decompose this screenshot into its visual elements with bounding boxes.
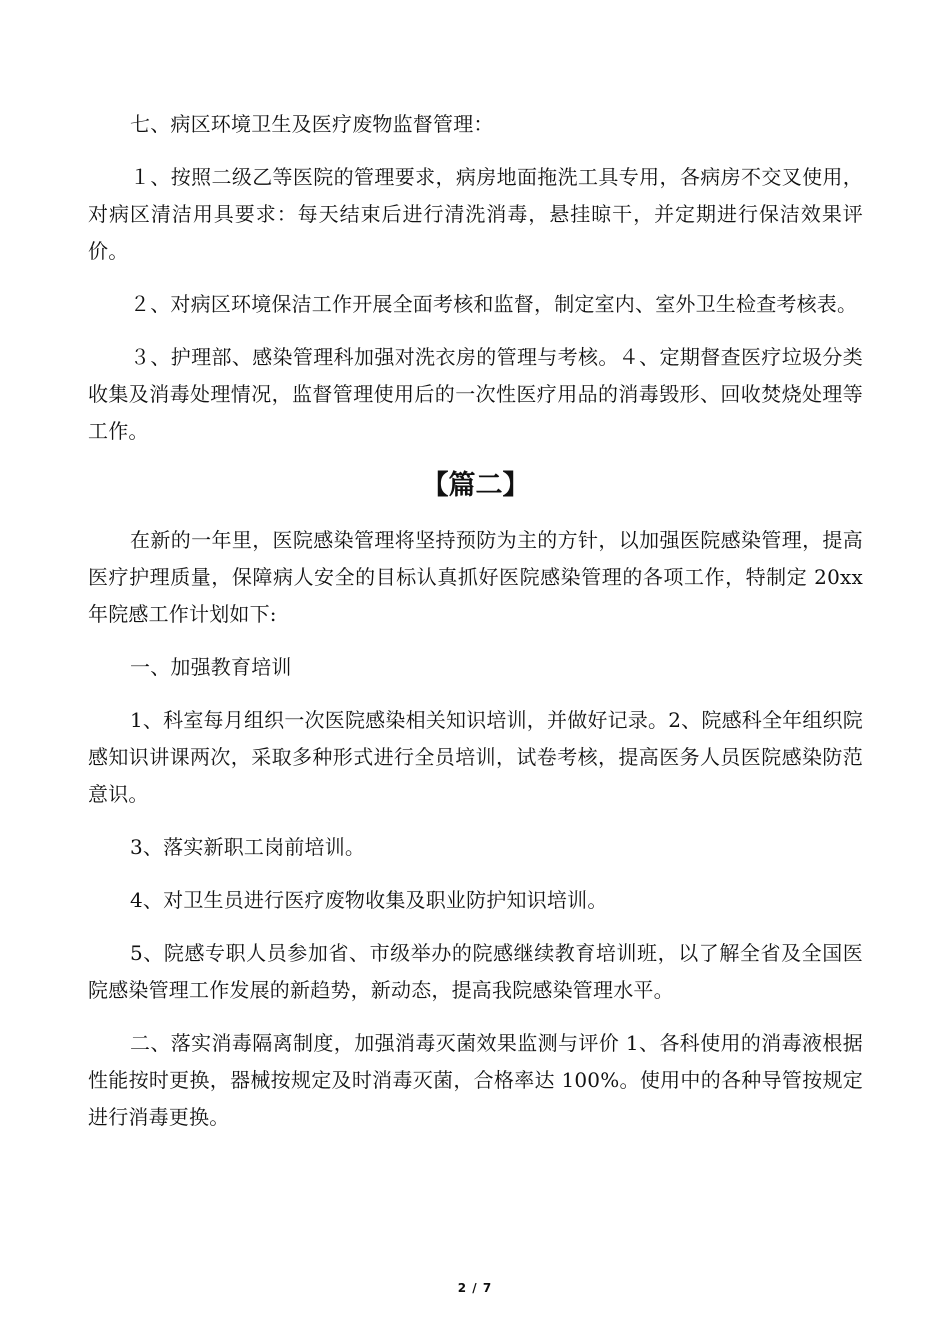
page-number: 2 / 7 <box>457 1281 493 1295</box>
paragraph-disinfection: 二、落实消毒隔离制度，加强消毒灭菌效果监测与评价 1、各科使用的消毒液根据性能按时更换，器械按规定及时消毒灭菌，合格率达 100%。使用中的各种导管按规定进行消毒更换。 <box>88 1031 863 1129</box>
paragraph-item-2-environment-assessment: ２、对病区环境保洁工作开展全面考核和监督，制定室内、室外卫生检查考核表。 <box>130 292 858 316</box>
paragraph-training-1-2: 1、科室每月组织一次医院感染相关知识培训，并做好记录。2、院感科全年组织院感知识讲课两次，采取多种形式进行全员培训，试卷考核，提高医务人员医院感染防范意识。 <box>88 708 863 806</box>
document-body <box>88 106 863 1152</box>
paragraph-intro: 在新的一年里，医院感染管理将坚持预防为主的方针，以加强医院感染管理，提高医疗护理质量，保障病人安全的目标认真抓好医院感染管理的各项工作，特制定 20xx 年院感工作计划如下: <box>88 528 863 626</box>
paragraph-education-title: 一、加强教育培训 <box>130 655 292 679</box>
paragraph-item-1-cleaning-tools: １、按照二级乙等医院的管理要求，病房地面拖洗工具专用，各病房不交叉使用，对病区清洁用具要求：每天结束后进行清洗消毒，悬挂晾干，并定期进行保洁效果评价。 <box>88 165 863 263</box>
paragraph-item-3-4-laundry-waste: ３、护理部、感染管理科加强对洗衣房的管理与考核。４、定期督查医疗垃圾分类收集及消毒处理情况，监督管理使用后的一次性医疗用品的消毒毁形、回收焚烧处理等工作。 <box>88 345 863 443</box>
paragraph-training-5: 5、院感专职人员参加省、市级举办的院感继续教育培训班，以了解全省及全国医院感染管理工作发展的新趋势，新动态，提高我院感染管理水平。 <box>88 941 863 1002</box>
paragraph-section-seven-title: 七、病区环境卫生及医疗废物监督管理： <box>130 112 494 136</box>
section-heading-part-two: 【篇二】 <box>421 470 530 501</box>
paragraph-training-4: 4、对卫生员进行医疗废物收集及职业防护知识培训。 <box>130 888 608 912</box>
paragraph-training-3: 3、落实新职工岗前培训。 <box>130 835 366 859</box>
